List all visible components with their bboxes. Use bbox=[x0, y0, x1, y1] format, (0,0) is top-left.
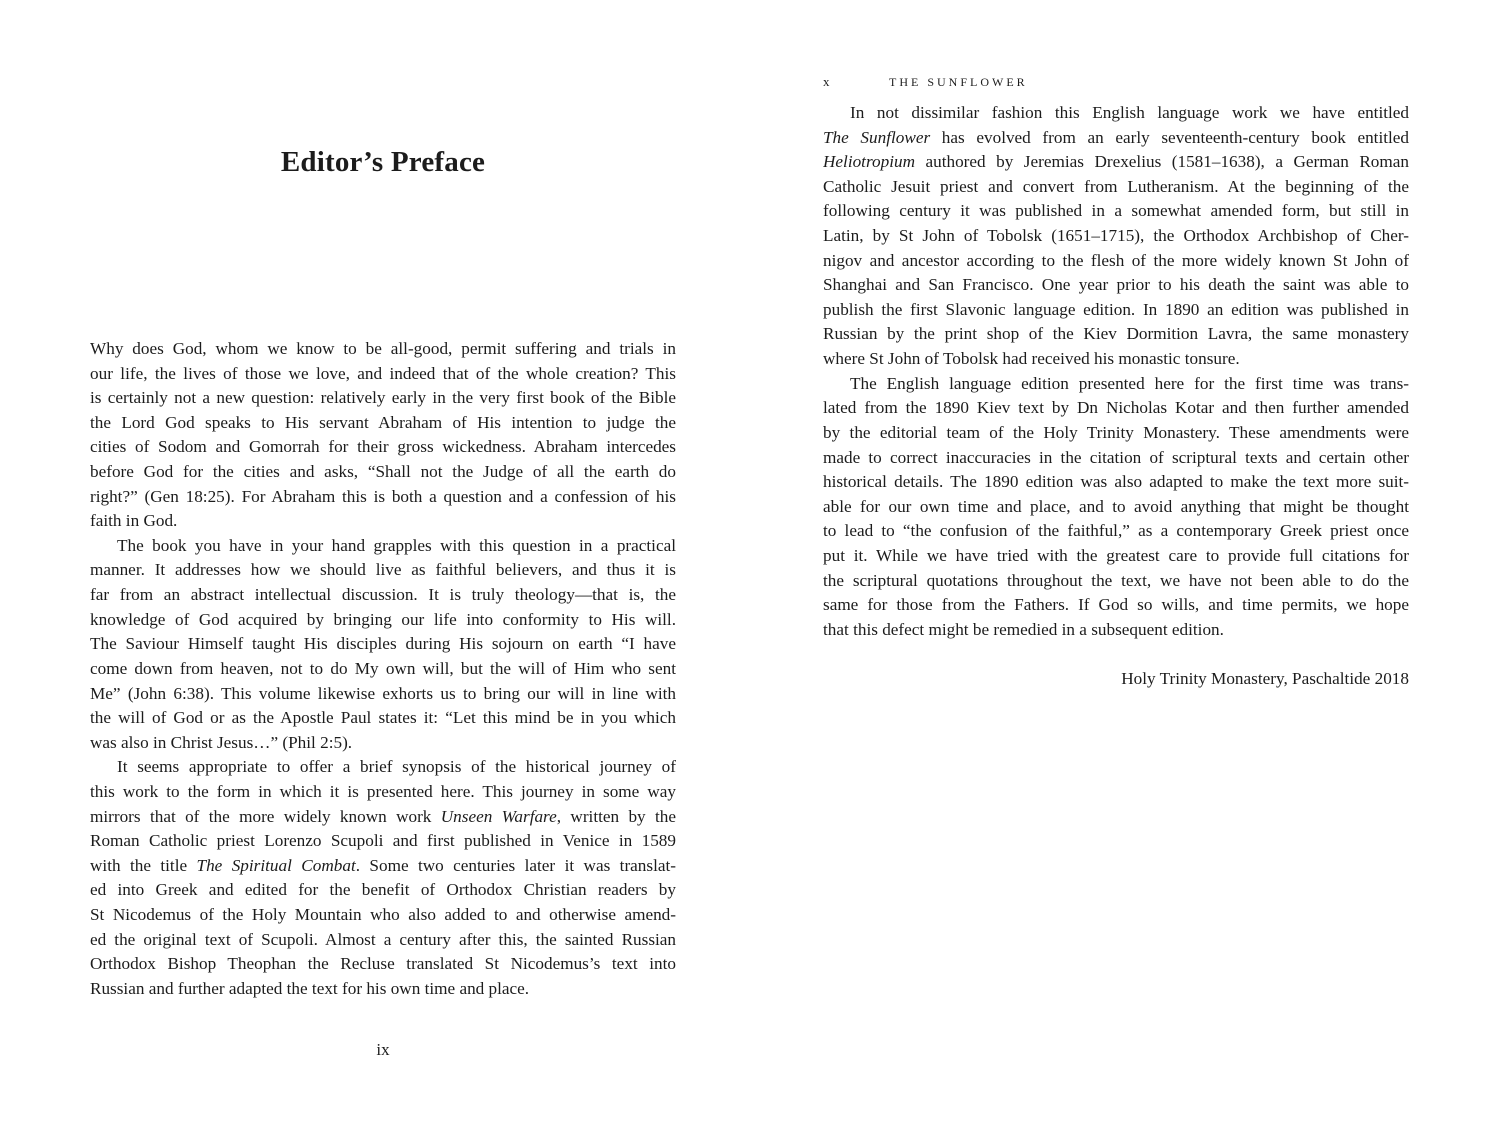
text-line bbox=[90, 854, 676, 879]
text-line: made to correct inaccuracies in the citation of scriptural texts and certain other bbox=[823, 447, 1409, 467]
text-segment: authored by Jeremias Drexelius (1581–1638), a German Roman bbox=[914, 152, 1409, 172]
page-number: ix bbox=[376, 1040, 390, 1059]
text-line: before God for the cities and asks, “Shall not the Judge of all the earth do bbox=[90, 462, 676, 482]
text-line: St Nicodemus of the Holy Mountain who also added to and otherwise amend- bbox=[90, 905, 676, 925]
running-head-title: THE SUNFLOWER bbox=[889, 75, 1028, 89]
text-segment: with the title bbox=[90, 855, 197, 875]
text-line: Catholic Jesuit priest and convert from Lutheranism. At the beginning of the bbox=[823, 176, 1409, 196]
text-line: publish the first Slavonic language edition. In 1890 an edition was published in bbox=[823, 299, 1409, 319]
text-line: by the editorial team of the Holy Trinity Monastery. These amendments were bbox=[823, 422, 1409, 442]
italic-title: The Sunflower bbox=[823, 127, 931, 147]
text-line: Russian by the print shop of the Kiev Dormition Lavra, the same monastery bbox=[823, 324, 1409, 344]
text-segment: has evolved from an early seventeenth-century book entitled bbox=[930, 127, 1409, 147]
text-line bbox=[823, 126, 1409, 151]
text-line: ed the original text of Scupoli. Almost a century after this, the sainted Russian bbox=[90, 929, 676, 949]
right-page bbox=[750, 0, 1500, 1130]
text-line: manner. It addresses how we should live as faithful believers, and thus it is bbox=[90, 560, 676, 580]
signature: Holy Trinity Monastery, Paschaltide 2018 bbox=[1121, 669, 1409, 688]
text-line: come down from heaven, not to do My own will, but the will of Him who sent bbox=[90, 658, 676, 678]
text-line: that this defect might be remedied in a subsequent edition. bbox=[823, 619, 1224, 639]
text-line: historical details. The 1890 edition was also adapted to make the text more suit- bbox=[823, 472, 1409, 492]
text-line: put it. While we have tried with the greatest care to provide full citations for bbox=[823, 545, 1409, 565]
text-line: The Saviour Himself taught His disciples during His sojourn on earth “I have bbox=[90, 634, 676, 654]
text-line: Why does God, whom we know to be all-good, permit suffering and trials in bbox=[90, 339, 676, 358]
text-line: ed into Greek and edited for the benefit of Orthodox Christian readers by bbox=[90, 880, 676, 900]
italic-title: Unseen Warfare bbox=[440, 806, 557, 826]
text-line: Orthodox Bishop Theophan the Recluse translated St Nicodemus’s text into bbox=[90, 954, 676, 974]
text-line: where St John of Tobolsk had received his monastic tonsure. bbox=[823, 349, 1240, 369]
text-line: cities of Sodom and Gomorrah for their gross wickedness. Abraham intercedes bbox=[90, 437, 676, 457]
text-line: nigov and ancestor according to the flesh of the more widely known St John of bbox=[823, 250, 1409, 270]
text-segment: , written by the bbox=[556, 806, 676, 826]
text-line: The book you have in your hand grapples with this question in a practical bbox=[117, 535, 676, 555]
running-head-page-number: x bbox=[823, 74, 830, 89]
italic-title: The Spiritual Combat bbox=[196, 855, 356, 875]
text-line: Latin, by St John of Tobolsk (1651–1715), the Orthodox Archbishop of Cher- bbox=[823, 226, 1409, 246]
text-line: Roman Catholic priest Lorenzo Scupoli and first published in Venice in 1589 bbox=[90, 831, 676, 851]
text-line: the will of God or as the Apostle Paul states it: “Let this mind be in you which bbox=[90, 708, 676, 728]
text-line: the Lord God speaks to His servant Abraham of His intention to judge the bbox=[90, 412, 676, 432]
text-line: following century it was published in a somewhat amended form, but still in bbox=[823, 201, 1409, 221]
chapter-title: Editor’s Preface bbox=[280, 146, 486, 178]
text-line bbox=[823, 150, 1409, 175]
text-line: far from an abstract intellectual discussion. It is truly theology—that is, the bbox=[90, 585, 676, 605]
text-line: same for those from the Fathers. If God so wills, and time permits, we hope bbox=[823, 595, 1409, 615]
text-segment: . Some two centuries later it was translat- bbox=[355, 855, 676, 875]
text-line: faith in God. bbox=[90, 511, 178, 531]
text-line: to lead to “the confusion of the faithful,” as a contemporary Greek priest once bbox=[823, 521, 1409, 541]
text-line: able for our own time and place, and to avoid anything that might be thought bbox=[823, 496, 1409, 516]
running-head bbox=[823, 74, 1028, 90]
text-line: The English language edition presented here for the first time was trans- bbox=[850, 373, 1409, 393]
text-line: this work to the form in which it is presented here. This journey in some way bbox=[90, 781, 676, 801]
text-line: In not dissimilar fashion this English language work we have entitled bbox=[850, 103, 1409, 122]
text-line: Shanghai and San Francisco. One year prior to his death the saint was able to bbox=[823, 275, 1409, 295]
text-line: right?” (Gen 18:25). For Abraham this is both a question and a confession of his bbox=[90, 486, 676, 506]
text-line: was also in Christ Jesus…” (Phil 2:5). bbox=[90, 732, 353, 752]
italic-title: Heliotropium bbox=[823, 152, 915, 172]
text-line: the scriptural quotations throughout the text, we have not been able to do the bbox=[823, 570, 1409, 590]
text-line: our life, the lives of those we love, and indeed that of the whole creation? This bbox=[90, 363, 676, 383]
text-line bbox=[90, 805, 676, 830]
right-body-text bbox=[823, 101, 1409, 692]
text-line: is certainly not a new question: relatively early in the very first book of the Bible bbox=[90, 388, 676, 408]
text-line: lated from the 1890 Kiev text by Dn Nicholas Kotar and then further amended bbox=[823, 398, 1409, 418]
text-line: Russian and further adapted the text for his own time and place. bbox=[90, 978, 530, 998]
text-line: It seems appropriate to offer a brief synopsis of the historical journey of bbox=[117, 757, 676, 777]
left-body-text bbox=[90, 337, 676, 1001]
text-line: knowledge of God acquired by bringing our life into conformity to His will. bbox=[90, 609, 676, 629]
text-line: Me” (John 6:38). This volume likewise exhorts us to bring our will in line with bbox=[90, 683, 676, 703]
text-segment: mirrors that of the more widely known work bbox=[90, 806, 441, 826]
